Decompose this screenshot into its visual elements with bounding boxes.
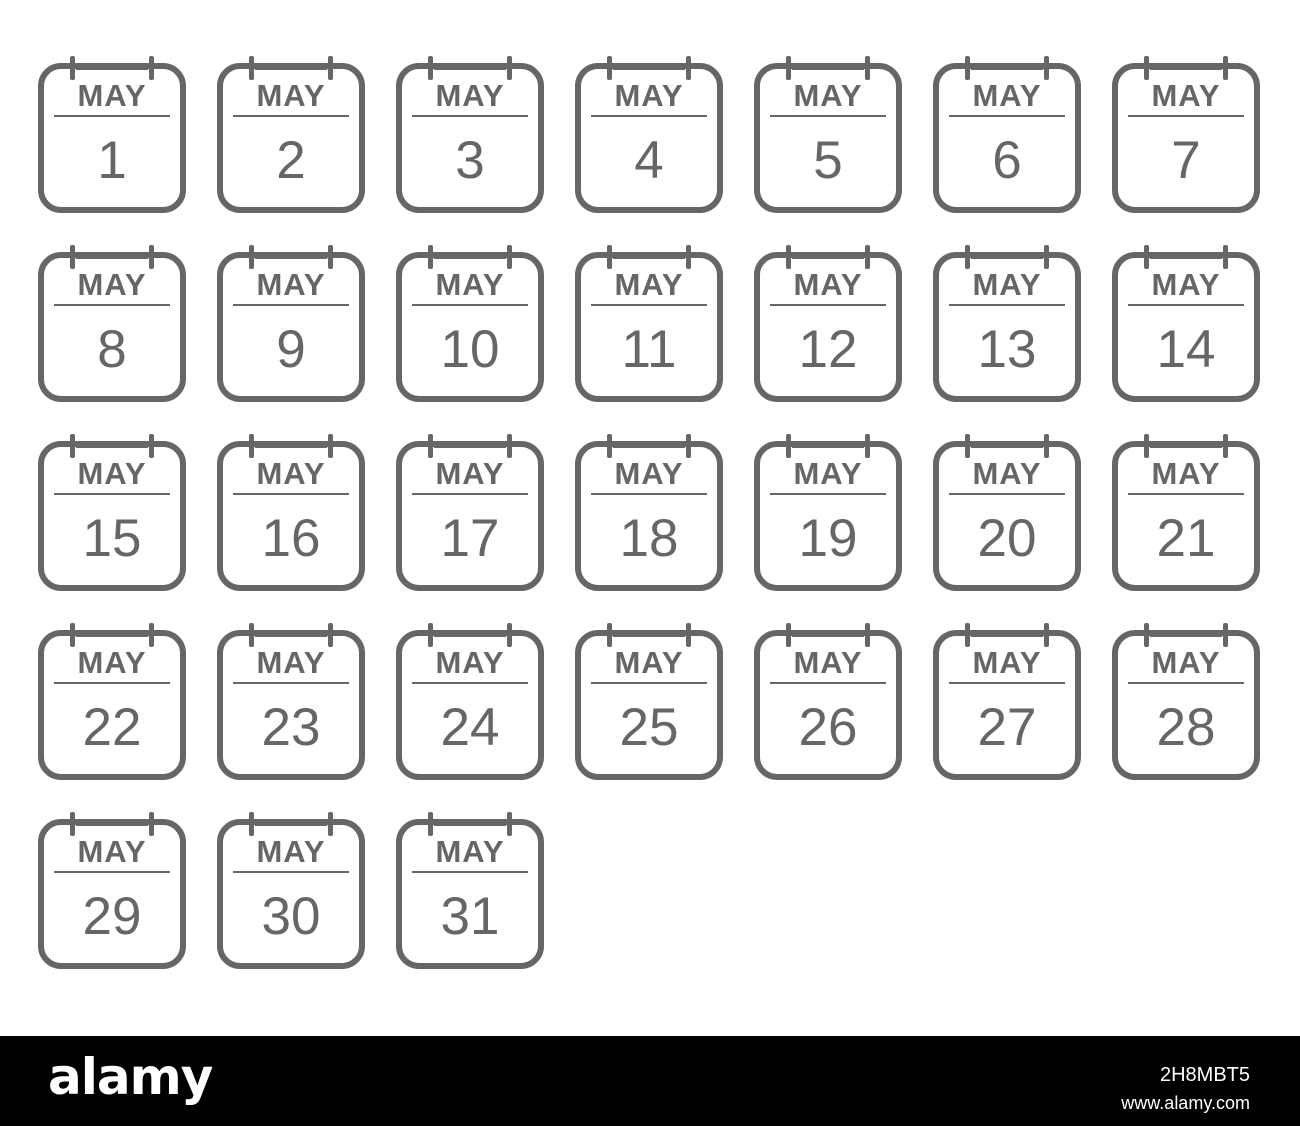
calendar-month-label: MAY <box>972 456 1042 491</box>
calendar-day-number: 10 <box>440 320 500 379</box>
calendar-icon <box>217 245 365 403</box>
calendar-icon <box>575 623 723 781</box>
calendar-day-number: 24 <box>440 698 500 757</box>
calendar-month-label: MAY <box>435 645 505 680</box>
calendar-day-number: 26 <box>798 698 858 757</box>
calendar-icon <box>575 56 723 214</box>
calendar-day-number: 5 <box>813 131 843 190</box>
calendar-month-label: MAY <box>77 267 147 302</box>
calendar-month-label: MAY <box>614 267 684 302</box>
calendar-month-label: MAY <box>256 645 326 680</box>
calendar-day-number: 16 <box>261 509 321 568</box>
calendar-icon <box>754 434 902 592</box>
calendar-month-label: MAY <box>793 456 863 491</box>
calendar-icon <box>1112 623 1260 781</box>
calendar-icon <box>38 812 186 970</box>
calendar-month-label: MAY <box>972 267 1042 302</box>
watermark-logo: alamy <box>48 1048 213 1106</box>
calendar-icon <box>396 56 544 214</box>
calendar-icon <box>217 434 365 592</box>
calendar-icon <box>1112 56 1260 214</box>
calendar-icon <box>38 56 186 214</box>
calendar-month-label: MAY <box>614 645 684 680</box>
calendar-day-number: 6 <box>992 131 1022 190</box>
calendar-month-label: MAY <box>793 267 863 302</box>
calendar-day-number: 27 <box>977 698 1037 757</box>
calendar-day-number: 20 <box>977 509 1037 568</box>
calendar-month-label: MAY <box>793 645 863 680</box>
calendar-day-number: 13 <box>977 320 1037 379</box>
calendar-day-number: 30 <box>261 887 321 946</box>
calendar-day-number: 8 <box>97 320 127 379</box>
calendar-icon <box>575 245 723 403</box>
calendar-icon <box>1112 434 1260 592</box>
calendar-month-label: MAY <box>256 456 326 491</box>
calendar-icon <box>217 56 365 214</box>
calendar-month-label: MAY <box>77 645 147 680</box>
calendar-day-number: 2 <box>276 131 306 190</box>
calendar-icon <box>933 56 1081 214</box>
calendar-day-number: 7 <box>1171 131 1201 190</box>
calendar-icon <box>754 56 902 214</box>
calendar-day-number: 3 <box>455 131 485 190</box>
calendar-day-number: 22 <box>82 698 142 757</box>
calendar-day-number: 14 <box>1156 320 1216 379</box>
calendar-month-label: MAY <box>256 834 326 869</box>
calendar-day-number: 31 <box>440 887 500 946</box>
calendar-day-number: 9 <box>276 320 306 379</box>
calendar-day-number: 12 <box>798 320 858 379</box>
calendar-month-label: MAY <box>77 834 147 869</box>
watermark-image-id: 2H8MBT5 <box>1159 1064 1250 1086</box>
calendar-icon <box>38 434 186 592</box>
calendar-day-number: 23 <box>261 698 321 757</box>
calendar-day-number: 29 <box>82 887 142 946</box>
calendar-icon <box>754 623 902 781</box>
calendar-month-label: MAY <box>1151 78 1221 113</box>
calendar-day-number: 19 <box>798 509 858 568</box>
calendar-icon <box>38 245 186 403</box>
calendar-icon <box>38 623 186 781</box>
calendar-icon <box>396 434 544 592</box>
calendar-icon <box>933 623 1081 781</box>
calendar-month-label: MAY <box>1151 456 1221 491</box>
calendar-day-number: 11 <box>621 320 677 379</box>
calendar-day-number: 28 <box>1156 698 1216 757</box>
calendar-icon <box>396 623 544 781</box>
calendar-icon <box>933 434 1081 592</box>
calendar-day-number: 15 <box>82 509 142 568</box>
calendar-month-label: MAY <box>435 834 505 869</box>
calendar-month-label: MAY <box>77 78 147 113</box>
calendar-month-label: MAY <box>435 456 505 491</box>
calendar-month-label: MAY <box>793 78 863 113</box>
calendar-month-label: MAY <box>614 456 684 491</box>
calendar-icon <box>575 434 723 592</box>
calendar-month-label: MAY <box>972 78 1042 113</box>
calendar-icon <box>396 812 544 970</box>
calendar-month-label: MAY <box>972 645 1042 680</box>
calendar-month-label: MAY <box>256 78 326 113</box>
calendar-icon <box>754 245 902 403</box>
calendar-day-number: 21 <box>1156 509 1216 568</box>
calendar-day-number: 4 <box>634 131 664 190</box>
calendar-month-label: MAY <box>1151 267 1221 302</box>
calendar-month-label: MAY <box>77 456 147 491</box>
calendar-icon <box>933 245 1081 403</box>
calendar-day-number: 17 <box>440 509 500 568</box>
calendar-month-label: MAY <box>256 267 326 302</box>
calendar-day-number: 1 <box>97 131 127 190</box>
calendar-month-label: MAY <box>435 78 505 113</box>
calendar-month-label: MAY <box>435 267 505 302</box>
watermark-url: www.alamy.com <box>1121 1093 1250 1113</box>
calendar-icon <box>396 245 544 403</box>
calendar-icon <box>1112 245 1260 403</box>
calendar-icon <box>217 812 365 970</box>
calendar-month-label: MAY <box>614 78 684 113</box>
calendar-day-number: 18 <box>619 509 679 568</box>
calendar-month-label: MAY <box>1151 645 1221 680</box>
calendar-day-number: 25 <box>619 698 679 757</box>
calendar-icon <box>217 623 365 781</box>
watermark-bar <box>0 1036 1300 1126</box>
